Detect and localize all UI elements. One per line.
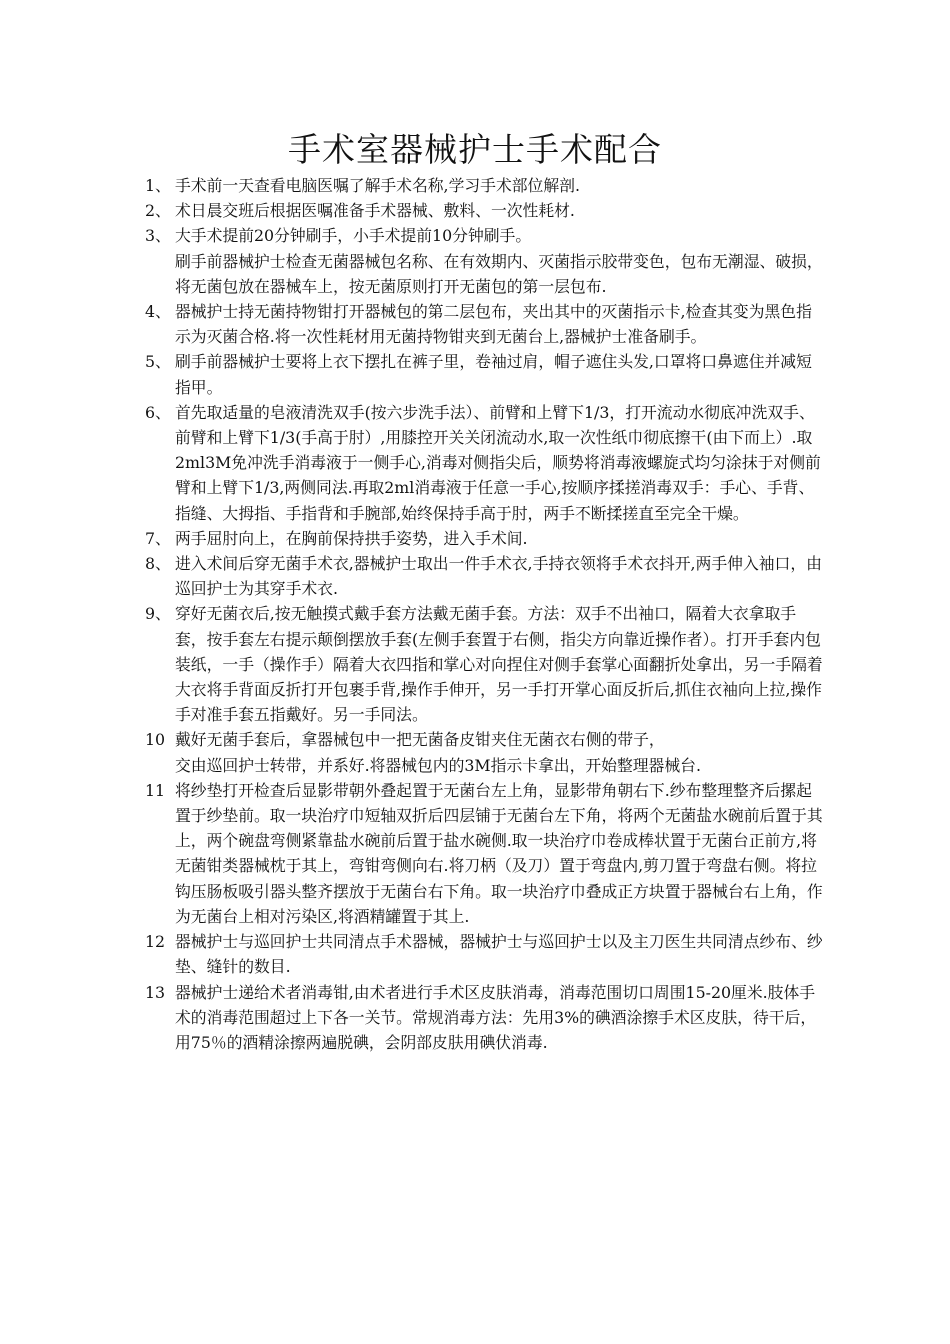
item-number: 4、 [145, 302, 171, 322]
item-number: 6、 [145, 402, 171, 422]
list-item [145, 929, 825, 979]
item-number: 9、 [145, 604, 171, 624]
item-text: 穿好无菌衣后,按无触摸式戴手套方法戴无菌手套。方法：双手不出袖口，隔着大衣拿取手套，按手套左右提示颠倒摆放手套(左侧手套置于右侧，指尖方向靠近操作者）。打开手套内包装纸，一手（操作手）隔着大衣四指和掌心对向捏住对侧手套掌心面翻折处拿出，另一手隔着大衣将手背面反折打开包裹手背,操作手伸开，另一手打开掌心面反折后,抓住衣袖向上拉,操作手对准手套五指戴好。另一手同法。 [175, 604, 823, 725]
list-item [145, 223, 825, 299]
item-text: 将纱垫打开检查后显影带朝外叠起置于无菌台左上角，显影带角朝右下.纱布整理整齐后摞起置于纱垫前。取一块治疗巾短轴双折后四层铺于无菌台左下角，将两个无菌盐水碗前后置于其上，两个碗盘弯侧紧靠盐水碗前后置于盐水碗侧.取一块治疗巾卷成棒状置于无菌台正前方,将无菌钳类器械枕于其上，弯钳弯侧向右.将刀柄（及刀）置于弯盘内,剪刀置于弯盘右侧。将拉钩压肠板吸引器头整齐摆放于无菌台右下角。取一块治疗巾叠成正方块置于器械台右上角，作为无菌台上相对污染区,将酒精罐置于其上. [175, 780, 823, 926]
item-number: 5、 [145, 352, 171, 372]
list-item [145, 526, 825, 551]
item-text: 器械护士持无菌持物钳打开器械包的第二层包布，夹出其中的灭菌指示卡,检查其变为黑色指示为灭菌合格.将一次性耗材用无菌持物钳夹到无菌台上,器械护士准备刷手。 [175, 302, 812, 347]
list-item [145, 198, 825, 223]
item-text: 两手屈肘向上，在胸前保持拱手姿势，进入手术间. [175, 528, 528, 548]
item-text: 术日晨交班后根据医嘱准备手术器械、敷料、一次性耗材. [175, 201, 575, 221]
item-text: 手术前一天查看电脑医嘱了解手术名称,学习手术部位解剖. [175, 176, 580, 195]
item-number: 3、 [145, 226, 171, 246]
item-text: 戴好无菌手套后，拿器械包中一把无菌备皮钳夹住无菌衣右侧的带子， [175, 730, 665, 750]
item-continuation-text: 刷手前器械护士检查无菌器械包名称、在有效期内、灭菌指示胶带变色，包布无潮湿、破损，将无菌包放在器械车上，按无菌原则打开无菌包的第一层包布. [175, 251, 823, 296]
list-item [145, 727, 825, 777]
item-continuation-text: 交由巡回护士转带，并系好.将器械包内的3M指示卡拿出，开始整理器械台. [175, 755, 701, 775]
list-item [145, 299, 825, 349]
item-text: 首先取适量的皂液清洗双手(按六步洗手法）、前臂和上臂下1/3，打开流动水彻底冲洗双手、前臂和上臂下1/3(手高于肘）,用膝控开关关闭流动水,取一次性纸巾彻底擦干(由下而上）.取2ml3M免冲洗手消毒液于一侧手心,消毒对侧指尖后，顺势将消毒液螺旋式均匀涂抹于对侧前臂和上臂下1/3,两侧同法.再取2ml消毒液于任意一手心,按顺序揉搓消毒双手：手心、手背、指缝、大拇指、手指背和手腕部,始终保持手高于肘，两手不断揉搓直至完全干燥。 [175, 402, 821, 523]
document-title: 手术室器械护士手术配合 [288, 130, 662, 169]
item-text: 进入术间后穿无菌手术衣,器械护士取出一件手术衣,手持衣领将手术衣抖开,两手伸入袖口，由巡回护士为其穿手术衣. [175, 554, 822, 599]
list-item [145, 980, 825, 1056]
item-number: 1、 [145, 176, 171, 195]
item-number: 10 [145, 730, 166, 750]
item-number: 13 [145, 982, 166, 1002]
item-number: 8、 [145, 554, 171, 574]
item-number: 2、 [145, 201, 171, 221]
item-text: 器械护士与巡回护士共同清点手术器械，器械护士与巡回护士以及主刀医生共同清点纱布、纱垫、缝针的数目. [175, 932, 823, 977]
item-text: 刷手前器械护士要将上衣下摆扎在裤子里，卷袖过肩，帽子遮住头发,口罩将口鼻遮住并减短指甲。 [175, 352, 812, 397]
list-item [145, 601, 825, 727]
list-item [145, 551, 825, 601]
item-number: 11 [145, 780, 166, 800]
list-item [145, 400, 825, 526]
item-text: 器械护士递给术者消毒钳,由术者进行手术区皮肤消毒，消毒范围切口周围15-20厘米.肢体手术的消毒范围超过上下各一关节。常规消毒方法：先用3%的碘酒涂擦手术区皮肤，待干后，用75％的酒精涂擦两遍脱碘，会阴部皮肤用碘伏消毒. [175, 982, 817, 1052]
item-number: 7、 [145, 528, 171, 548]
list-item [145, 349, 825, 399]
procedure-list [145, 173, 825, 1055]
list-item [145, 778, 825, 929]
list-item [145, 173, 825, 198]
item-text: 大手术提前20分钟刷手，小手术提前10分钟刷手。 [175, 226, 532, 246]
item-number: 12 [145, 932, 166, 952]
